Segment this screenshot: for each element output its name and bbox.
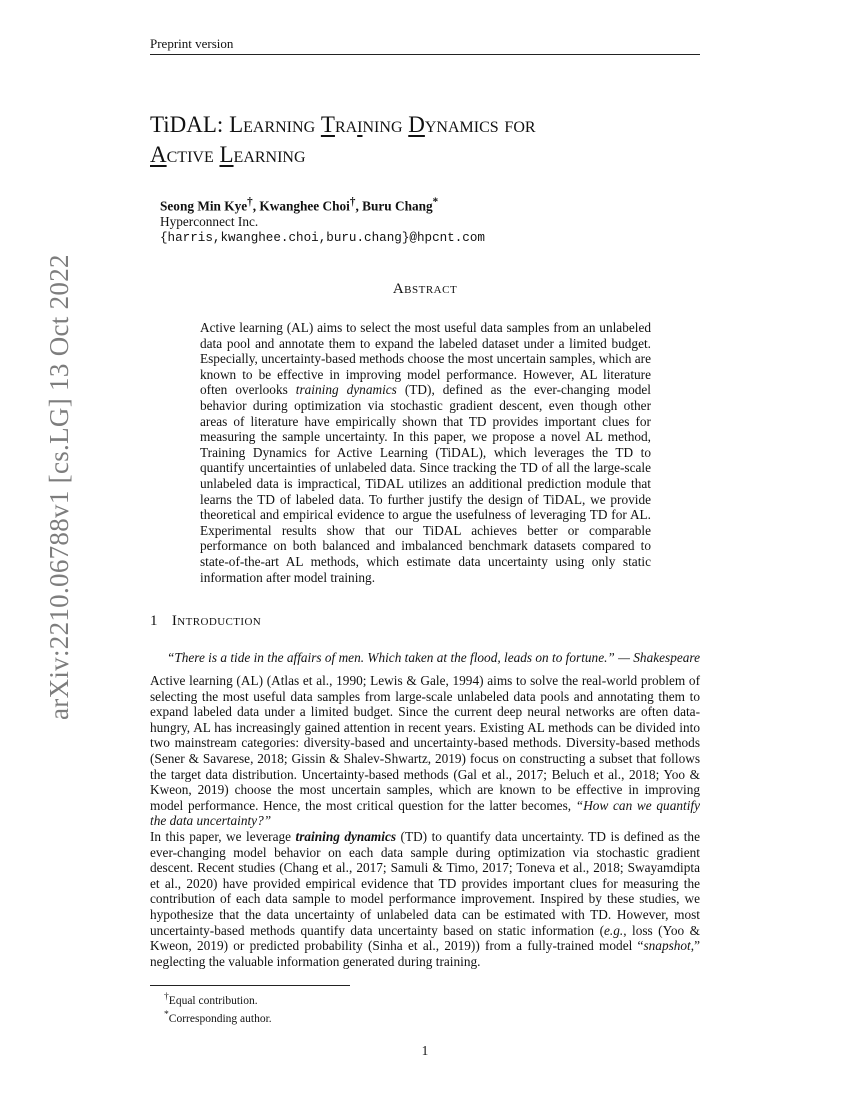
affiliation: Hyperconnect Inc. bbox=[160, 214, 259, 230]
epigraph-quote: “There is a tide in the affairs of men. Which taken at the flood, leads on to fortune.” — Shakespeare bbox=[166, 650, 700, 665]
page-number: 1 bbox=[421, 1043, 429, 1058]
arxiv-identifier-stamp[interactable]: arXiv:2210.06788v1 [cs.LG] 13 Oct 2022 bbox=[44, 254, 74, 720]
intro-paragraph-1: Active learning (AL) (Atlas et al., 1990; Lewis & Gale, 1994) aims to solve the real-world problem of selecting the most useful data samples from large-scale unlabeled data pools and annotating them to expand labeled data under a limited budget. Since the current deep neural networks are often data-hungry, AL has increasingly gained attention in recent years. Existing AL methods can be divided into two mainstream categories: diversity-based and uncertainty-based methods. Diversity-based methods (Sener & Savarese, 2018; Gissin & Shalev-Shwartz, 2019) focus on constructing a subset that follows the target data distribution. Uncertainty-based methods (Gal et al., 2017; Beluch et al., 2018; Yoo & Kweon, 2019) choose the most uncertain samples, which are known to be effective in improving model performance. Hence, the most critical question for the latter becomes, “How can we quantify the data uncertainty?” bbox=[150, 673, 700, 829]
abstract-heading: Abstract bbox=[392, 281, 458, 297]
footnotes bbox=[164, 990, 272, 1026]
header-label: Preprint version bbox=[150, 36, 234, 51]
section-heading-introduction: 1 Introduction bbox=[150, 613, 262, 629]
intro-paragraph-2: In this paper, we leverage training dynamics (TD) to quantify data uncertainty. TD is defined as the ever-changing model behavior on each data sample during optimization via stochastic gradient descent. Recent studies (Chang et al., 2017; Samuli & Timo, 2017; Toneva et al., 2018; Swayamdipta et al., 2020) have provided empirical evidence that TD provides important clues for measuring the contribution of each data sample to model performance improvement. Inspired by these studies, we hypothesize that the data uncertainty of unlabeled data can be estimated with TD. However, most uncertainty-based methods quantify data uncertainty based on static information (e.g., loss (Yoo & Kweon, 2019) or predicted probability (Sinha et al., 2019)) from a fully-trained model “snapshot,” neglecting the valuable information generated during training. bbox=[150, 829, 700, 969]
running-header bbox=[150, 36, 700, 55]
author-block bbox=[160, 194, 485, 246]
abstract-text: Active learning (AL) aims to select the most useful data samples from an unlabeled data pool and annotate them to expand the labeled dataset under a limited budget. Especially, uncertainty-based methods choose the most uncertain samples, which are known to be effective in improving model performance. However, AL literature often overlooks training dynamics (TD), defined as the ever-changing model behavior during optimization via stochastic gradient descent, even though other areas of literature have empirically shown that TD provides important clues for measuring the sample uncertainty. In this paper, we propose a novel AL method, Training Dynamics for Active Learning (TiDAL), which leverages the TD to quantify uncertainties of unlabeled data. Since tracking the TD of all the large-scale unlabeled data is impractical, TiDAL utilizes an additional prediction module that learns the TD of labeled data. To further justify the design of TiDAL, we provide theoretical and empirical evidence to argue the usefulness of leveraging TD for AL. Experimental results show that our TiDAL achieves better or comparable performance on both balanced and imbalanced benchmark datasets compared to state-of-the-art AL methods, which estimate data uncertainty using only static information after model training. bbox=[200, 320, 651, 585]
author-names: Seong Min Kye†, Kwanghee Choi†, Buru Chang* bbox=[160, 196, 439, 214]
footnote-divider bbox=[150, 985, 350, 986]
author-emails: {harris,kwanghee.choi,buru.chang}@hpcnt.com bbox=[160, 231, 485, 246]
footnote-corresponding-author: *Corresponding author. bbox=[164, 1008, 272, 1025]
paper-title: TiDAL: Learning Training Dynamics for Active Learning bbox=[150, 112, 536, 167]
footnote-equal-contribution: †Equal contribution. bbox=[164, 991, 258, 1007]
